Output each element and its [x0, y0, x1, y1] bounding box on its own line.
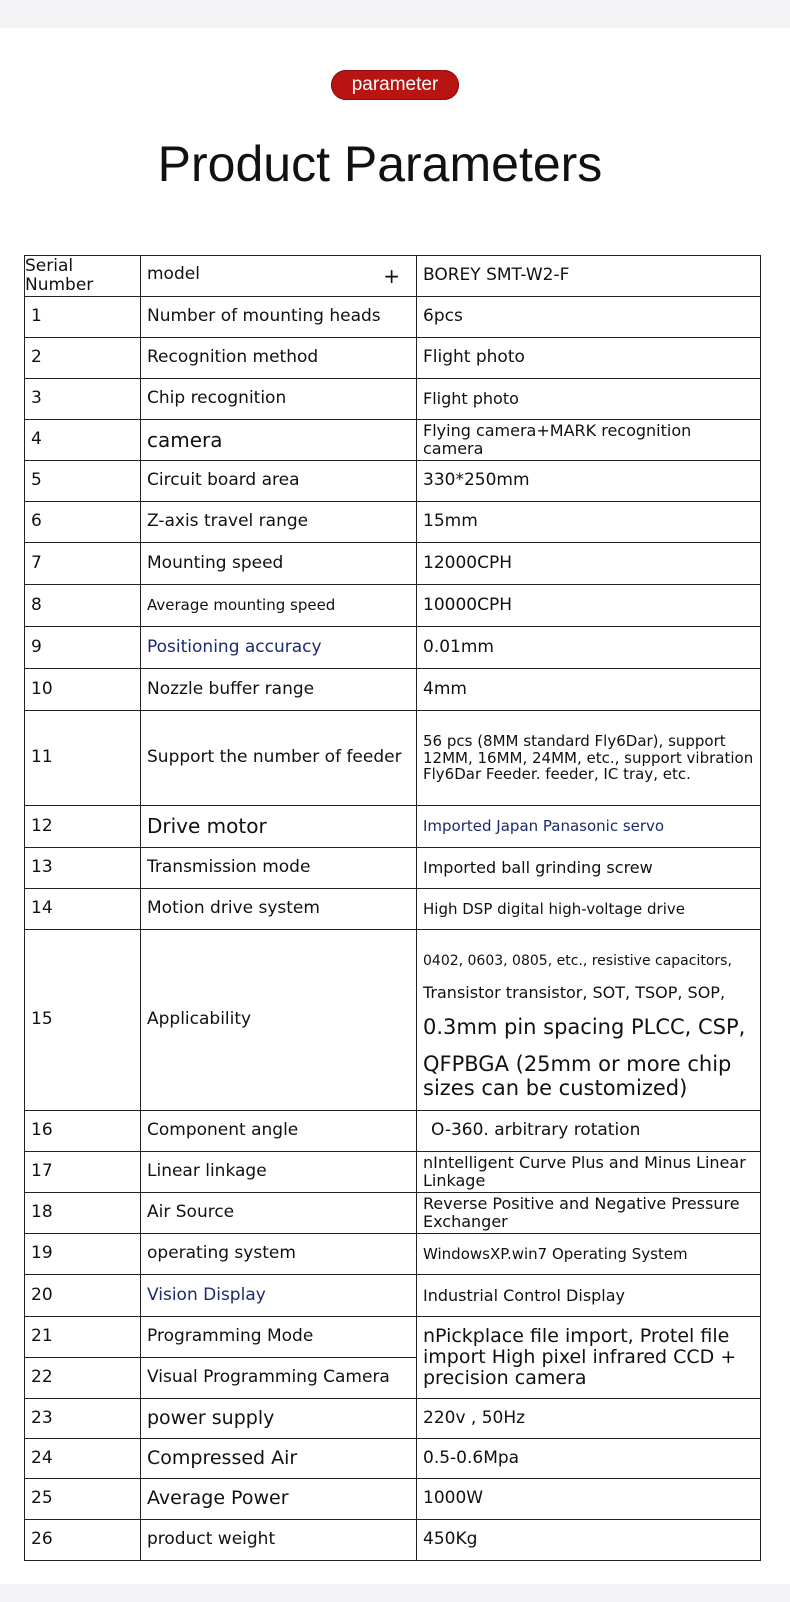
row-number: 21 [25, 1317, 141, 1358]
row-name: Motion drive system [141, 889, 417, 930]
row-value: 6pcs [417, 297, 761, 338]
row-number: 2 [25, 338, 141, 379]
bottom-band [0, 1584, 790, 1602]
header-model [141, 256, 417, 297]
table-row [25, 889, 761, 930]
row-value: Imported ball grinding screw [417, 848, 761, 889]
row-value: Industrial Control Display [417, 1275, 761, 1317]
row-value: Reverse Positive and Negative Pressure Exchanger [417, 1193, 761, 1234]
row-number: 9 [25, 627, 141, 669]
row-name: Support the number of feeder [141, 711, 417, 806]
row-number: 13 [25, 848, 141, 889]
row-name: Mounting speed [141, 543, 417, 585]
applicability-value [417, 930, 761, 1111]
row-value: 15mm [417, 502, 761, 543]
row-name: Positioning accuracy [141, 627, 417, 669]
row-number: 16 [25, 1111, 141, 1152]
table-row [25, 848, 761, 889]
row-name: Air Source [141, 1193, 417, 1234]
row-name: Visual Programming Camera [141, 1358, 417, 1399]
row-value: 220v , 50Hz [417, 1399, 761, 1439]
table-row [25, 1193, 761, 1234]
row-number: 7 [25, 543, 141, 585]
parameter-badge: parameter [331, 70, 459, 100]
row-number: 23 [25, 1399, 141, 1439]
table-row [25, 1234, 761, 1275]
row-name: Nozzle buffer range [141, 669, 417, 711]
table-row [25, 297, 761, 338]
applicability-line-1: 0402, 0603, 0805, etc., resistive capacitors, [423, 952, 732, 969]
row-value: 1000W [417, 1479, 761, 1520]
page-title: Product Parameters [157, 136, 603, 192]
row-name: Linear linkage [141, 1152, 417, 1193]
row-name: operating system [141, 1234, 417, 1275]
row-number: 11 [25, 711, 141, 806]
row-value: nPickplace file import, Protel file import High pixel infrared CCD + precision camera [417, 1317, 761, 1399]
row-number: 22 [25, 1358, 141, 1399]
table-row [25, 1439, 761, 1479]
row-value: 330*250mm [417, 461, 761, 502]
table-row [25, 420, 761, 461]
row-name: Z-axis travel range [141, 502, 417, 543]
row-name: Average Power [141, 1479, 417, 1520]
row-value: 56 pcs (8MM standard Fly6Dar), support 12MM, 16MM, 24MM, etc., support vibration Fly6Dar Feeder. feeder, IC tray, etc. [417, 711, 761, 806]
top-band [0, 0, 790, 28]
table-row [25, 1275, 761, 1317]
table-row [25, 669, 761, 711]
row-name: Average mounting speed [141, 585, 417, 627]
row-number: 19 [25, 1234, 141, 1275]
table-row [25, 338, 761, 379]
applicability-line-4: QFPBGA (25mm or more chip sizes can be customized) [423, 1052, 732, 1100]
row-name: product weight [141, 1520, 417, 1561]
table-row [25, 806, 761, 848]
table-row [25, 543, 761, 585]
table-row [25, 1111, 761, 1152]
row-name: camera [141, 420, 417, 461]
plus-icon: + [383, 263, 400, 288]
row-number: 25 [25, 1479, 141, 1520]
row-number: 3 [25, 379, 141, 420]
table-row [25, 1317, 761, 1358]
row-number: 8 [25, 585, 141, 627]
row-number: 4 [25, 420, 141, 461]
row-number: 24 [25, 1439, 141, 1479]
row-value: WindowsXP.win7 Operating System [417, 1234, 761, 1275]
table-row [25, 711, 761, 806]
parameters-table [24, 255, 761, 1561]
row-name: Recognition method [141, 338, 417, 379]
table-row [25, 1399, 761, 1439]
table-row [25, 1152, 761, 1193]
row-number: 14 [25, 889, 141, 930]
row-name: Transmission mode [141, 848, 417, 889]
row-name: Component angle [141, 1111, 417, 1152]
row-value: 450Kg [417, 1520, 761, 1561]
row-number: 6 [25, 502, 141, 543]
row-name: Applicability [141, 930, 417, 1111]
row-value: 0.01mm [417, 627, 761, 669]
row-name: Compressed Air [141, 1439, 417, 1479]
row-value: 10000CPH [417, 585, 761, 627]
applicability-line-2: Transistor transistor, SOT, TSOP, SOP, [423, 982, 726, 1002]
row-number: 20 [25, 1275, 141, 1317]
row-number: 10 [25, 669, 141, 711]
row-value: nIntelligent Curve Plus and Minus Linear Linkage [417, 1152, 761, 1193]
table-row [25, 930, 761, 1111]
table-row [25, 627, 761, 669]
row-value: 0.5-0.6Mpa [417, 1439, 761, 1479]
row-value: 4mm [417, 669, 761, 711]
row-number: 5 [25, 461, 141, 502]
applicability-line-3: 0.3mm pin spacing PLCC, CSP, [423, 1014, 746, 1039]
table-row [25, 379, 761, 420]
row-name: Vision Display [141, 1275, 417, 1317]
table-row [25, 1479, 761, 1520]
row-value: Flight photo [417, 379, 761, 420]
row-number: 12 [25, 806, 141, 848]
header-model-value: BOREY SMT-W2-F [417, 256, 761, 297]
row-value: Flying camera+MARK recognition camera [417, 420, 761, 461]
row-name: Number of mounting heads [141, 297, 417, 338]
row-value: High DSP digital high-voltage drive [417, 889, 761, 930]
row-number: 26 [25, 1520, 141, 1561]
row-name: Circuit board area [141, 461, 417, 502]
row-number: 17 [25, 1152, 141, 1193]
row-name: Chip recognition [141, 379, 417, 420]
row-name: power supply [141, 1399, 417, 1439]
header-serial-number: Serial Number [25, 256, 141, 297]
row-number: 18 [25, 1193, 141, 1234]
table-row [25, 502, 761, 543]
row-value: 12000CPH [417, 543, 761, 585]
row-name: Drive motor [141, 806, 417, 848]
row-value: O-360. arbitrary rotation [417, 1111, 761, 1152]
row-name: Programming Mode [141, 1317, 417, 1358]
table-header-row [25, 256, 761, 297]
row-number: 15 [25, 930, 141, 1111]
table-row [25, 1520, 761, 1561]
table-row [25, 585, 761, 627]
row-number: 1 [25, 297, 141, 338]
header-model-label: model [147, 263, 200, 284]
row-value: Imported Japan Panasonic servo [417, 806, 761, 848]
row-value: Flight photo [417, 338, 761, 379]
table-row [25, 461, 761, 502]
